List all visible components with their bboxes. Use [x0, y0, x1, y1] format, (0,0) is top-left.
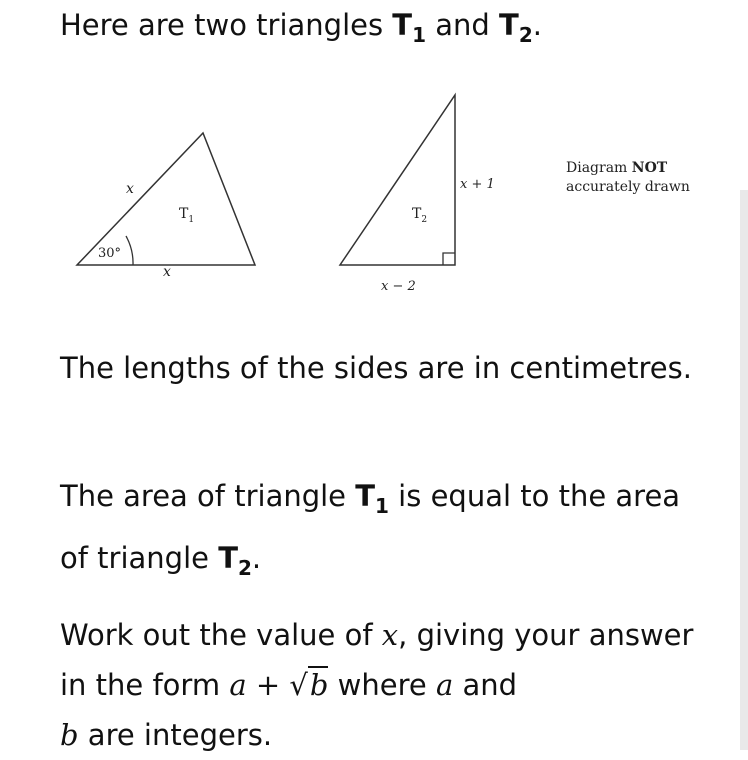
t1-base-label: x [163, 264, 171, 280]
angle-label: 30° [98, 246, 122, 261]
variable-x: x [381, 618, 399, 652]
units-text: The lengths of the sides are in centimetres. [60, 351, 692, 385]
area-text: The area of triangle $T_1$ is equal to the area of triangle $T_2$. [60, 479, 681, 580]
triangle-t2 [340, 95, 455, 265]
t1-label: $T_1$ [355, 479, 389, 518]
t2-base-label: x − 2 [381, 279, 416, 294]
math-a: a [435, 668, 454, 702]
task-text: Work out the value of x, giving your answer in the form a + √b where a and b are integers. [60, 618, 694, 752]
math-b: b [60, 718, 79, 752]
right-angle-marker [443, 253, 455, 265]
sqrt-symbol: √ [289, 668, 308, 702]
t1-side-label: x [126, 181, 134, 197]
t2-label: $T_2$ [499, 8, 533, 47]
t2-label: $T_2$ [218, 541, 252, 580]
t2-inner-label: $T_2$ [412, 206, 428, 225]
triangle-diagram [0, 0, 748, 320]
diagram-note-line1: Diagram NOT [566, 160, 668, 176]
t1-inner-label: $T_1$ [179, 206, 195, 225]
intro-text: Here are two triangles $T_1$ and $T_2$. [60, 8, 542, 47]
page-edge [740, 190, 748, 750]
t1-label: $T_1$ [392, 8, 427, 47]
diagram-note-line2: accurately drawn [566, 179, 690, 195]
math-plus: + [246, 668, 290, 702]
t2-height-label: x + 1 [460, 177, 495, 192]
math-a: a [229, 668, 247, 702]
math-b: b [309, 668, 329, 702]
angle-arc [126, 236, 133, 265]
